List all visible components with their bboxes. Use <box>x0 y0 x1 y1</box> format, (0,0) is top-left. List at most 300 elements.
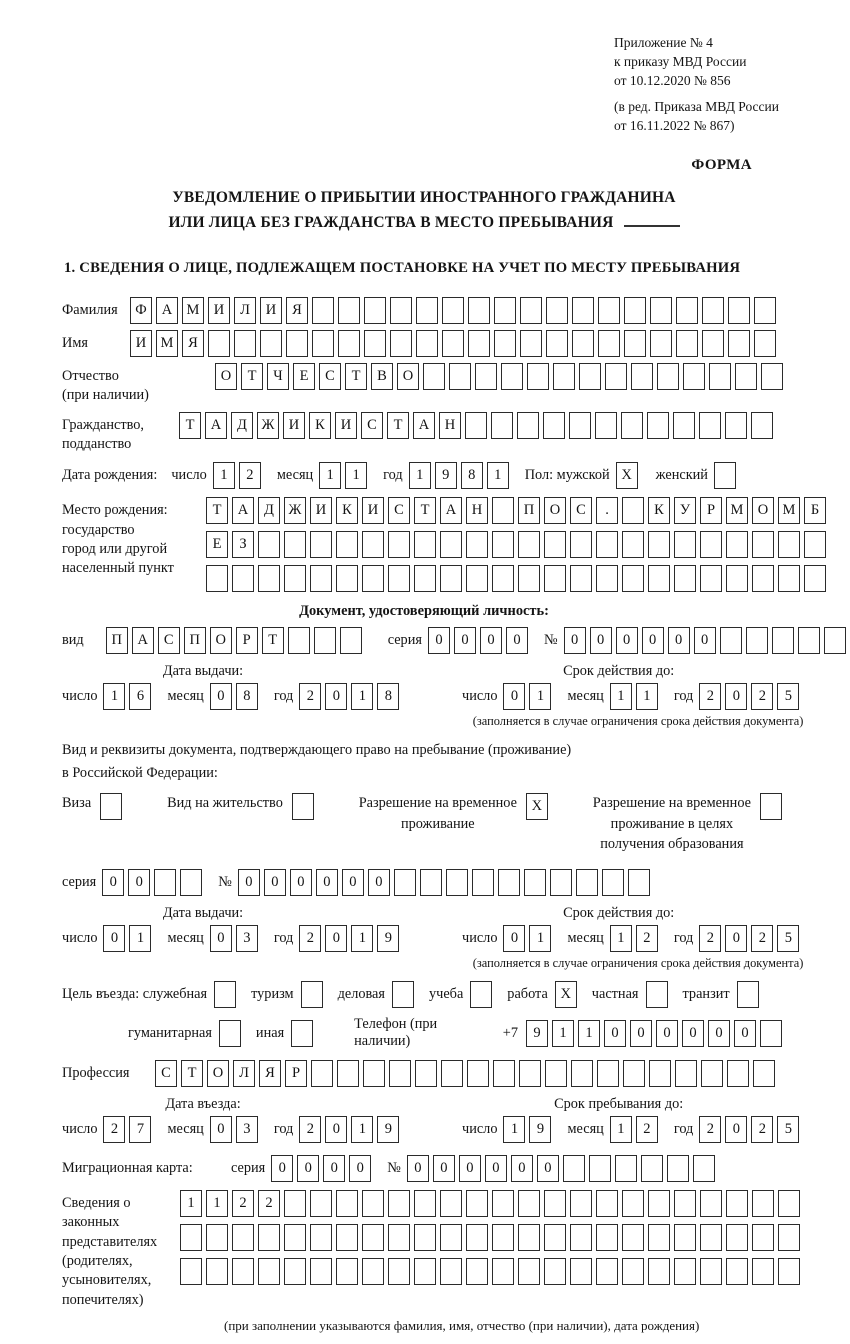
form-cell[interactable] <box>336 1224 358 1251</box>
form-cell[interactable]: 1 <box>529 925 551 952</box>
form-cell[interactable] <box>392 981 414 1008</box>
form-cell[interactable] <box>234 330 256 357</box>
form-cell[interactable] <box>364 297 386 324</box>
form-cell[interactable]: 1 <box>213 462 235 489</box>
form-cell[interactable]: X <box>526 793 548 820</box>
form-cell[interactable] <box>336 1258 358 1285</box>
form-cell[interactable]: 2 <box>232 1190 254 1217</box>
form-cell[interactable]: Т <box>241 363 263 390</box>
form-cell[interactable] <box>751 412 773 439</box>
form-cell[interactable]: 0 <box>210 925 232 952</box>
form-cell[interactable] <box>622 1258 644 1285</box>
form-cell[interactable]: А <box>440 497 462 524</box>
form-cell[interactable] <box>700 531 722 558</box>
form-cell[interactable] <box>470 981 492 1008</box>
form-cell[interactable]: 1 <box>610 683 632 710</box>
form-cell[interactable]: 0 <box>325 683 347 710</box>
form-cell[interactable] <box>726 1190 748 1217</box>
form-cell[interactable] <box>219 1020 241 1047</box>
form-cell[interactable] <box>449 363 471 390</box>
form-cell[interactable]: П <box>184 627 206 654</box>
form-cell[interactable]: К <box>336 497 358 524</box>
form-cell[interactable]: А <box>132 627 154 654</box>
form-cell[interactable]: Д <box>258 497 280 524</box>
form-cell[interactable]: Ф <box>130 297 152 324</box>
form-cell[interactable] <box>491 412 513 439</box>
form-cell[interactable] <box>772 627 794 654</box>
form-cell[interactable] <box>579 363 601 390</box>
form-cell[interactable]: И <box>335 412 357 439</box>
form-cell[interactable] <box>804 531 826 558</box>
form-cell[interactable] <box>519 1060 541 1087</box>
form-cell[interactable] <box>726 1258 748 1285</box>
form-cell[interactable]: 0 <box>485 1155 507 1182</box>
form-cell[interactable]: 9 <box>529 1116 551 1143</box>
form-cell[interactable] <box>442 297 464 324</box>
form-cell[interactable]: 1 <box>610 1116 632 1143</box>
form-cell[interactable]: 2 <box>299 683 321 710</box>
form-cell[interactable]: 1 <box>409 462 431 489</box>
form-cell[interactable] <box>468 297 490 324</box>
form-cell[interactable] <box>442 330 464 357</box>
form-cell[interactable]: 6 <box>129 683 151 710</box>
form-cell[interactable] <box>527 363 549 390</box>
form-cell[interactable]: О <box>544 497 566 524</box>
form-cell[interactable]: X <box>555 981 577 1008</box>
form-cell[interactable]: Е <box>206 531 228 558</box>
form-cell[interactable] <box>737 981 759 1008</box>
form-cell[interactable]: 0 <box>407 1155 429 1182</box>
form-cell[interactable] <box>545 1060 567 1087</box>
form-cell[interactable]: С <box>388 497 410 524</box>
form-cell[interactable]: Т <box>206 497 228 524</box>
form-cell[interactable]: 1 <box>529 683 551 710</box>
form-cell[interactable] <box>258 1224 280 1251</box>
form-cell[interactable] <box>596 1258 618 1285</box>
form-cell[interactable] <box>676 330 698 357</box>
form-cell[interactable] <box>338 297 360 324</box>
form-cell[interactable] <box>311 1060 333 1087</box>
form-cell[interactable]: М <box>778 497 800 524</box>
form-cell[interactable] <box>622 497 644 524</box>
form-cell[interactable]: 0 <box>349 1155 371 1182</box>
form-cell[interactable] <box>440 1190 462 1217</box>
form-cell[interactable] <box>214 981 236 1008</box>
form-cell[interactable]: 0 <box>656 1020 678 1047</box>
form-cell[interactable]: О <box>752 497 774 524</box>
form-cell[interactable]: Р <box>700 497 722 524</box>
form-cell[interactable]: 0 <box>271 1155 293 1182</box>
form-cell[interactable] <box>615 1155 637 1182</box>
form-cell[interactable] <box>389 1060 411 1087</box>
form-cell[interactable] <box>180 1258 202 1285</box>
form-cell[interactable] <box>622 1190 644 1217</box>
form-cell[interactable]: 0 <box>297 1155 319 1182</box>
form-cell[interactable]: 0 <box>103 925 125 952</box>
form-cell[interactable]: 3 <box>236 1116 258 1143</box>
form-cell[interactable]: А <box>232 497 254 524</box>
form-cell[interactable] <box>336 1190 358 1217</box>
form-cell[interactable] <box>605 363 627 390</box>
form-cell[interactable] <box>752 531 774 558</box>
form-cell[interactable] <box>363 1060 385 1087</box>
form-cell[interactable]: 0 <box>682 1020 704 1047</box>
form-cell[interactable] <box>465 412 487 439</box>
form-cell[interactable]: В <box>371 363 393 390</box>
form-cell[interactable]: Л <box>234 297 256 324</box>
form-cell[interactable]: Т <box>181 1060 203 1087</box>
form-cell[interactable]: 8 <box>236 683 258 710</box>
form-cell[interactable] <box>726 1224 748 1251</box>
form-cell[interactable]: О <box>210 627 232 654</box>
form-cell[interactable]: Ч <box>267 363 289 390</box>
form-cell[interactable] <box>338 330 360 357</box>
form-cell[interactable]: 2 <box>751 925 773 952</box>
form-cell[interactable]: Ж <box>284 497 306 524</box>
form-cell[interactable]: 5 <box>777 1116 799 1143</box>
form-cell[interactable]: Б <box>804 497 826 524</box>
form-cell[interactable]: 0 <box>642 627 664 654</box>
form-cell[interactable] <box>648 531 670 558</box>
form-cell[interactable] <box>258 565 280 592</box>
form-cell[interactable] <box>440 531 462 558</box>
form-cell[interactable] <box>726 565 748 592</box>
form-cell[interactable]: А <box>413 412 435 439</box>
form-cell[interactable] <box>571 1060 593 1087</box>
form-cell[interactable]: 0 <box>616 627 638 654</box>
form-cell[interactable] <box>778 531 800 558</box>
form-cell[interactable]: 0 <box>725 1116 747 1143</box>
form-cell[interactable] <box>518 531 540 558</box>
form-cell[interactable] <box>648 1224 670 1251</box>
form-cell[interactable] <box>286 330 308 357</box>
form-cell[interactable] <box>693 1155 715 1182</box>
form-cell[interactable]: 0 <box>604 1020 626 1047</box>
form-cell[interactable]: 5 <box>777 925 799 952</box>
form-cell[interactable]: М <box>182 297 204 324</box>
form-cell[interactable] <box>312 297 334 324</box>
form-cell[interactable]: 1 <box>351 1116 373 1143</box>
form-cell[interactable] <box>206 1224 228 1251</box>
form-cell[interactable] <box>648 1190 670 1217</box>
form-cell[interactable] <box>388 1190 410 1217</box>
form-cell[interactable] <box>602 869 624 896</box>
form-cell[interactable] <box>362 1258 384 1285</box>
form-cell[interactable] <box>624 330 646 357</box>
form-cell[interactable]: И <box>208 297 230 324</box>
form-cell[interactable]: 0 <box>590 627 612 654</box>
form-cell[interactable] <box>388 565 410 592</box>
form-cell[interactable] <box>648 1258 670 1285</box>
form-cell[interactable] <box>206 565 228 592</box>
form-cell[interactable]: 0 <box>428 627 450 654</box>
form-cell[interactable] <box>337 1060 359 1087</box>
form-cell[interactable] <box>650 330 672 357</box>
form-cell[interactable] <box>631 363 653 390</box>
form-cell[interactable] <box>726 531 748 558</box>
form-cell[interactable] <box>414 1258 436 1285</box>
form-cell[interactable]: 0 <box>128 869 150 896</box>
form-cell[interactable]: 3 <box>236 925 258 952</box>
form-cell[interactable] <box>728 330 750 357</box>
form-cell[interactable] <box>728 297 750 324</box>
form-cell[interactable]: 0 <box>630 1020 652 1047</box>
form-cell[interactable]: С <box>155 1060 177 1087</box>
form-cell[interactable] <box>674 1258 696 1285</box>
form-cell[interactable] <box>596 1190 618 1217</box>
form-cell[interactable] <box>517 412 539 439</box>
form-cell[interactable] <box>423 363 445 390</box>
form-cell[interactable] <box>518 1258 540 1285</box>
form-cell[interactable]: 9 <box>526 1020 548 1047</box>
form-cell[interactable] <box>336 531 358 558</box>
form-cell[interactable] <box>362 1190 384 1217</box>
form-cell[interactable]: М <box>156 330 178 357</box>
form-cell[interactable]: 8 <box>461 462 483 489</box>
form-cell[interactable] <box>544 565 566 592</box>
form-cell[interactable]: К <box>309 412 331 439</box>
form-cell[interactable]: О <box>215 363 237 390</box>
form-cell[interactable] <box>414 1224 436 1251</box>
form-cell[interactable] <box>649 1060 671 1087</box>
form-cell[interactable] <box>674 565 696 592</box>
form-cell[interactable] <box>667 1155 689 1182</box>
form-cell[interactable]: С <box>570 497 592 524</box>
form-cell[interactable]: 5 <box>777 683 799 710</box>
form-cell[interactable]: Е <box>293 363 315 390</box>
form-cell[interactable] <box>314 627 336 654</box>
form-cell[interactable] <box>760 1020 782 1047</box>
form-cell[interactable] <box>700 565 722 592</box>
form-cell[interactable] <box>524 869 546 896</box>
form-cell[interactable] <box>746 627 768 654</box>
form-cell[interactable] <box>589 1155 611 1182</box>
form-cell[interactable] <box>362 531 384 558</box>
form-cell[interactable]: 0 <box>238 869 260 896</box>
form-cell[interactable]: 0 <box>323 1155 345 1182</box>
form-cell[interactable] <box>154 869 176 896</box>
form-cell[interactable]: Л <box>233 1060 255 1087</box>
form-cell[interactable] <box>100 793 122 820</box>
form-cell[interactable] <box>336 565 358 592</box>
form-cell[interactable] <box>340 627 362 654</box>
form-cell[interactable] <box>754 330 776 357</box>
form-cell[interactable]: 1 <box>503 1116 525 1143</box>
form-cell[interactable]: 0 <box>480 627 502 654</box>
form-cell[interactable]: 2 <box>699 925 721 952</box>
form-cell[interactable]: 2 <box>636 1116 658 1143</box>
form-cell[interactable]: М <box>726 497 748 524</box>
form-cell[interactable]: 9 <box>377 925 399 952</box>
form-cell[interactable]: И <box>260 297 282 324</box>
form-cell[interactable] <box>388 1224 410 1251</box>
form-cell[interactable] <box>414 565 436 592</box>
form-cell[interactable] <box>394 869 416 896</box>
form-cell[interactable] <box>650 297 672 324</box>
form-cell[interactable] <box>563 1155 585 1182</box>
form-cell[interactable] <box>714 462 736 489</box>
form-cell[interactable]: 0 <box>511 1155 533 1182</box>
form-cell[interactable] <box>472 869 494 896</box>
form-cell[interactable] <box>180 1224 202 1251</box>
form-cell[interactable] <box>390 330 412 357</box>
form-cell[interactable] <box>553 363 575 390</box>
form-cell[interactable] <box>702 330 724 357</box>
form-cell[interactable] <box>699 412 721 439</box>
form-cell[interactable]: О <box>397 363 419 390</box>
form-cell[interactable] <box>760 793 782 820</box>
form-cell[interactable]: С <box>319 363 341 390</box>
form-cell[interactable]: 7 <box>129 1116 151 1143</box>
form-cell[interactable] <box>466 1190 488 1217</box>
form-cell[interactable] <box>674 1190 696 1217</box>
form-cell[interactable] <box>284 1190 306 1217</box>
form-cell[interactable]: 0 <box>506 627 528 654</box>
form-cell[interactable] <box>492 565 514 592</box>
form-cell[interactable]: И <box>310 497 332 524</box>
form-cell[interactable] <box>624 297 646 324</box>
form-cell[interactable]: 1 <box>319 462 341 489</box>
form-cell[interactable]: 2 <box>699 1116 721 1143</box>
form-cell[interactable]: Н <box>439 412 461 439</box>
form-cell[interactable] <box>492 1224 514 1251</box>
form-cell[interactable]: 0 <box>503 925 525 952</box>
form-cell[interactable]: Ж <box>257 412 279 439</box>
form-cell[interactable] <box>622 565 644 592</box>
form-cell[interactable] <box>466 1224 488 1251</box>
form-cell[interactable] <box>493 1060 515 1087</box>
form-cell[interactable] <box>752 1190 774 1217</box>
form-cell[interactable] <box>673 412 695 439</box>
form-cell[interactable] <box>446 869 468 896</box>
form-cell[interactable]: 0 <box>325 1116 347 1143</box>
form-cell[interactable] <box>520 330 542 357</box>
form-cell[interactable] <box>544 1190 566 1217</box>
form-cell[interactable] <box>798 627 820 654</box>
form-cell[interactable] <box>570 1190 592 1217</box>
form-cell[interactable] <box>284 531 306 558</box>
form-cell[interactable] <box>752 565 774 592</box>
form-cell[interactable] <box>709 363 731 390</box>
form-cell[interactable] <box>544 531 566 558</box>
form-cell[interactable] <box>546 297 568 324</box>
form-cell[interactable]: 1 <box>129 925 151 952</box>
form-cell[interactable] <box>725 412 747 439</box>
form-cell[interactable] <box>310 1224 332 1251</box>
form-cell[interactable] <box>362 565 384 592</box>
form-cell[interactable] <box>596 531 618 558</box>
form-cell[interactable] <box>674 1224 696 1251</box>
form-cell[interactable] <box>676 297 698 324</box>
form-cell[interactable]: 0 <box>342 869 364 896</box>
form-cell[interactable] <box>778 1224 800 1251</box>
form-cell[interactable] <box>388 1258 410 1285</box>
form-cell[interactable]: 0 <box>708 1020 730 1047</box>
form-cell[interactable]: 0 <box>503 683 525 710</box>
form-cell[interactable]: З <box>232 531 254 558</box>
form-cell[interactable] <box>292 793 314 820</box>
form-cell[interactable] <box>701 1060 723 1087</box>
form-cell[interactable] <box>550 869 572 896</box>
form-cell[interactable]: 8 <box>377 683 399 710</box>
form-cell[interactable] <box>753 1060 775 1087</box>
form-cell[interactable]: И <box>283 412 305 439</box>
form-cell[interactable] <box>569 412 591 439</box>
form-cell[interactable]: 0 <box>433 1155 455 1182</box>
form-cell[interactable]: Я <box>182 330 204 357</box>
form-cell[interactable]: 2 <box>636 925 658 952</box>
form-cell[interactable]: 0 <box>290 869 312 896</box>
form-cell[interactable] <box>700 1224 722 1251</box>
form-cell[interactable] <box>752 1224 774 1251</box>
form-cell[interactable]: 1 <box>552 1020 574 1047</box>
form-cell[interactable] <box>288 627 310 654</box>
form-cell[interactable] <box>441 1060 463 1087</box>
form-cell[interactable]: Т <box>345 363 367 390</box>
form-cell[interactable]: X <box>616 462 638 489</box>
form-cell[interactable]: 0 <box>725 683 747 710</box>
form-cell[interactable] <box>570 531 592 558</box>
form-cell[interactable] <box>466 565 488 592</box>
form-cell[interactable]: 0 <box>325 925 347 952</box>
form-cell[interactable] <box>492 497 514 524</box>
form-cell[interactable]: 0 <box>368 869 390 896</box>
form-cell[interactable]: 1 <box>487 462 509 489</box>
form-cell[interactable] <box>466 531 488 558</box>
form-cell[interactable] <box>206 1258 228 1285</box>
form-cell[interactable]: 0 <box>668 627 690 654</box>
form-cell[interactable] <box>576 869 598 896</box>
form-cell[interactable] <box>595 412 617 439</box>
form-cell[interactable] <box>310 565 332 592</box>
form-cell[interactable]: 0 <box>694 627 716 654</box>
form-cell[interactable] <box>700 1258 722 1285</box>
form-cell[interactable] <box>388 531 410 558</box>
form-cell[interactable]: 9 <box>435 462 457 489</box>
form-cell[interactable] <box>544 1224 566 1251</box>
form-cell[interactable]: Я <box>286 297 308 324</box>
form-cell[interactable]: 1 <box>610 925 632 952</box>
form-cell[interactable] <box>623 1060 645 1087</box>
form-cell[interactable] <box>310 1258 332 1285</box>
form-cell[interactable] <box>284 1224 306 1251</box>
form-cell[interactable] <box>310 1190 332 1217</box>
form-cell[interactable]: 1 <box>180 1190 202 1217</box>
form-cell[interactable]: Т <box>262 627 284 654</box>
form-cell[interactable]: 0 <box>459 1155 481 1182</box>
form-cell[interactable] <box>416 330 438 357</box>
form-cell[interactable]: Я <box>259 1060 281 1087</box>
form-cell[interactable] <box>232 1224 254 1251</box>
form-cell[interactable] <box>597 1060 619 1087</box>
form-cell[interactable] <box>546 330 568 357</box>
form-cell[interactable] <box>312 330 334 357</box>
form-cell[interactable]: 0 <box>537 1155 559 1182</box>
form-cell[interactable]: 0 <box>210 1116 232 1143</box>
form-cell[interactable] <box>467 1060 489 1087</box>
form-cell[interactable] <box>390 297 412 324</box>
form-cell[interactable]: 0 <box>102 869 124 896</box>
form-cell[interactable]: 1 <box>103 683 125 710</box>
form-cell[interactable] <box>415 1060 437 1087</box>
form-cell[interactable] <box>492 531 514 558</box>
form-cell[interactable] <box>752 1258 774 1285</box>
form-cell[interactable] <box>362 1224 384 1251</box>
form-cell[interactable]: 0 <box>264 869 286 896</box>
form-cell[interactable]: . <box>596 497 618 524</box>
form-cell[interactable]: 0 <box>210 683 232 710</box>
form-cell[interactable] <box>492 1190 514 1217</box>
